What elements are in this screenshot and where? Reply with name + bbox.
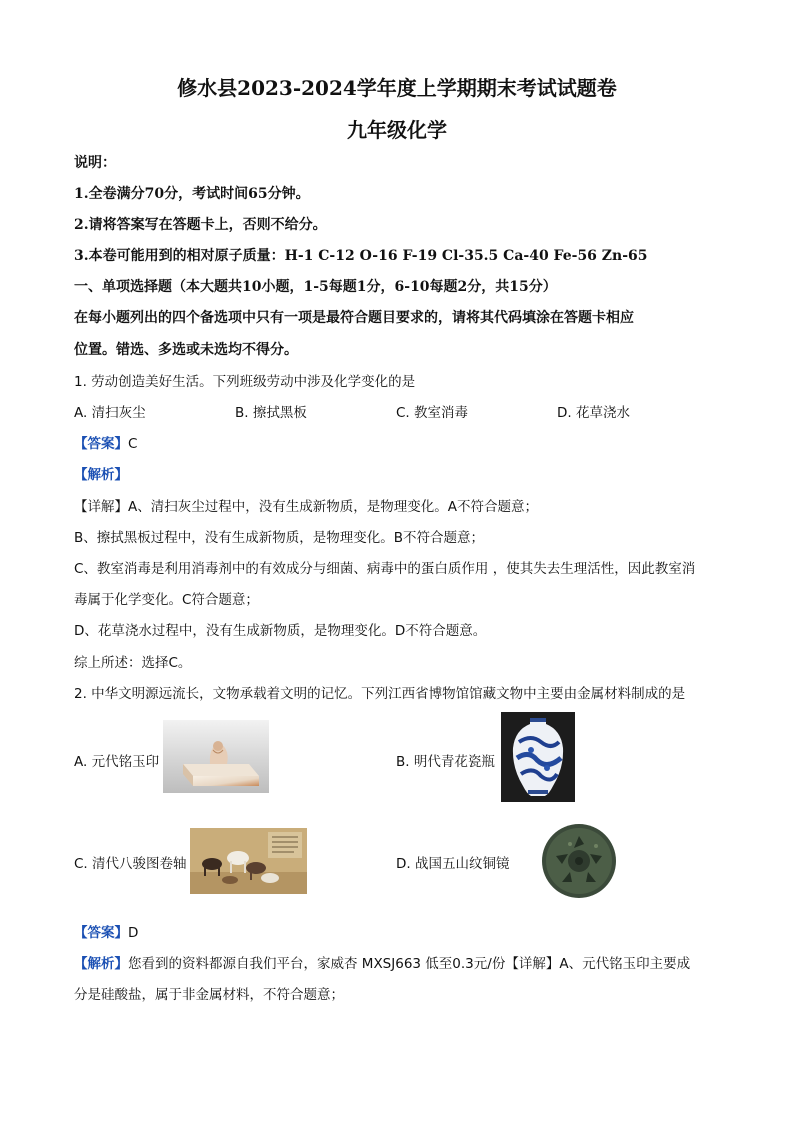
q1-answer-value: C (128, 436, 138, 452)
section-instruction-1: 在每小题列出的四个备选项中只有一项是最符合题目要求的，请将其代码填涂在答题卡相应 (74, 310, 634, 326)
q2-option-d: D. 战国五山纹铜镜 (396, 856, 510, 872)
notes-header: 说明： (74, 155, 116, 171)
q2-explanation-a1: A、元代铭玉印主要成 (559, 956, 691, 972)
eight-horses-scroll-image (190, 828, 307, 894)
q1-stem: 1. 劳动创造美好生活。下列班级劳动中涉及化学变化的是 (74, 374, 416, 390)
blue-white-vase-image (501, 712, 575, 802)
q1-explanation-c1: C、教室消毒是利用消毒剂中的有效成分与细菌、病毒中的蛋白质作用 ，使其失去生理活性，因此教室消 (74, 561, 696, 577)
q1-option-a: A. 清扫灰尘 (74, 405, 146, 421)
exam-subtitle: 九年级化学 (347, 118, 447, 142)
q1-answer (74, 432, 137, 452)
q1-explanation-d: D、花草浇水过程中，没有生成新物质，是物理变化。D不符合题意。 (74, 623, 487, 639)
answer-tag: 【答案】 (74, 925, 128, 941)
q1-analysis (74, 463, 128, 483)
note-1: 1.全卷满分70分，考试时间65分钟。 (74, 186, 310, 202)
bronze-mirror-image (540, 822, 618, 900)
q2-analysis-line (74, 952, 690, 972)
q1-detail-1 (74, 495, 538, 515)
q1-option-d: D. 花草浇水 (557, 405, 630, 421)
q1-explanation-a: A、清扫灰尘过程中，没有生成新物质，是物理变化。A不符合题意； (128, 499, 538, 515)
q2-option-a: A. 元代铭玉印 (74, 754, 160, 770)
jade-seal-image (163, 720, 269, 793)
section-instruction-2: 位置。错选、多选或未选均不得分。 (74, 342, 298, 358)
answer-tag: 【答案】 (74, 436, 128, 452)
q2-stem: 2. 中华文明源远流长，文物承载着文明的记忆。下列江西省博物馆馆藏文物中主要由金属材料制成的是 (74, 686, 686, 702)
exam-title: 修水县2023-2024学年度上学期期末考试试题卷 (177, 76, 617, 100)
detail-tag: 【详解】 (505, 956, 560, 972)
q1-explanation-b: B、擦拭黑板过程中，没有生成新物质，是物理变化。B不符合题意； (74, 530, 485, 546)
q1-option-c: C. 教室消毒 (396, 405, 469, 421)
q2-option-b: B. 明代青花瓷瓶 (396, 754, 495, 770)
q2-answer (74, 921, 138, 941)
q2-watermark-text: 您看到的资料都源自我们平台，家威杏 MXSJ663 低至0.3元/份 (128, 956, 506, 972)
note-3: 3.本卷可能用到的相对原子质量：H-1 C-12 O-16 F-19 Cl-35.5 Ca-40 Fe-56 Zn-65 (74, 248, 648, 264)
analysis-tag: 【解析】 (74, 467, 128, 483)
q2-explanation-a2: 分是硅酸盐，属于非金属材料，不符合题意； (74, 987, 344, 1003)
q2-answer-value: D (128, 925, 139, 941)
q2-option-c: C. 清代八骏图卷轴 (74, 856, 187, 872)
q1-explanation-c2: 毒属于化学变化。C符合题意； (74, 592, 259, 608)
note-2: 2.请将答案写在答题卡上，否则不给分。 (74, 217, 327, 233)
analysis-tag: 【解析】 (74, 956, 128, 972)
section-heading: 一、单项选择题（本大题共10小题，1-5每题1分，6-10每题2分，共15分） (74, 279, 557, 295)
q1-option-b: B. 擦拭黑板 (235, 405, 307, 421)
q1-summary: 综上所述：选择C。 (74, 655, 192, 671)
detail-tag: 【详解】 (74, 499, 128, 515)
